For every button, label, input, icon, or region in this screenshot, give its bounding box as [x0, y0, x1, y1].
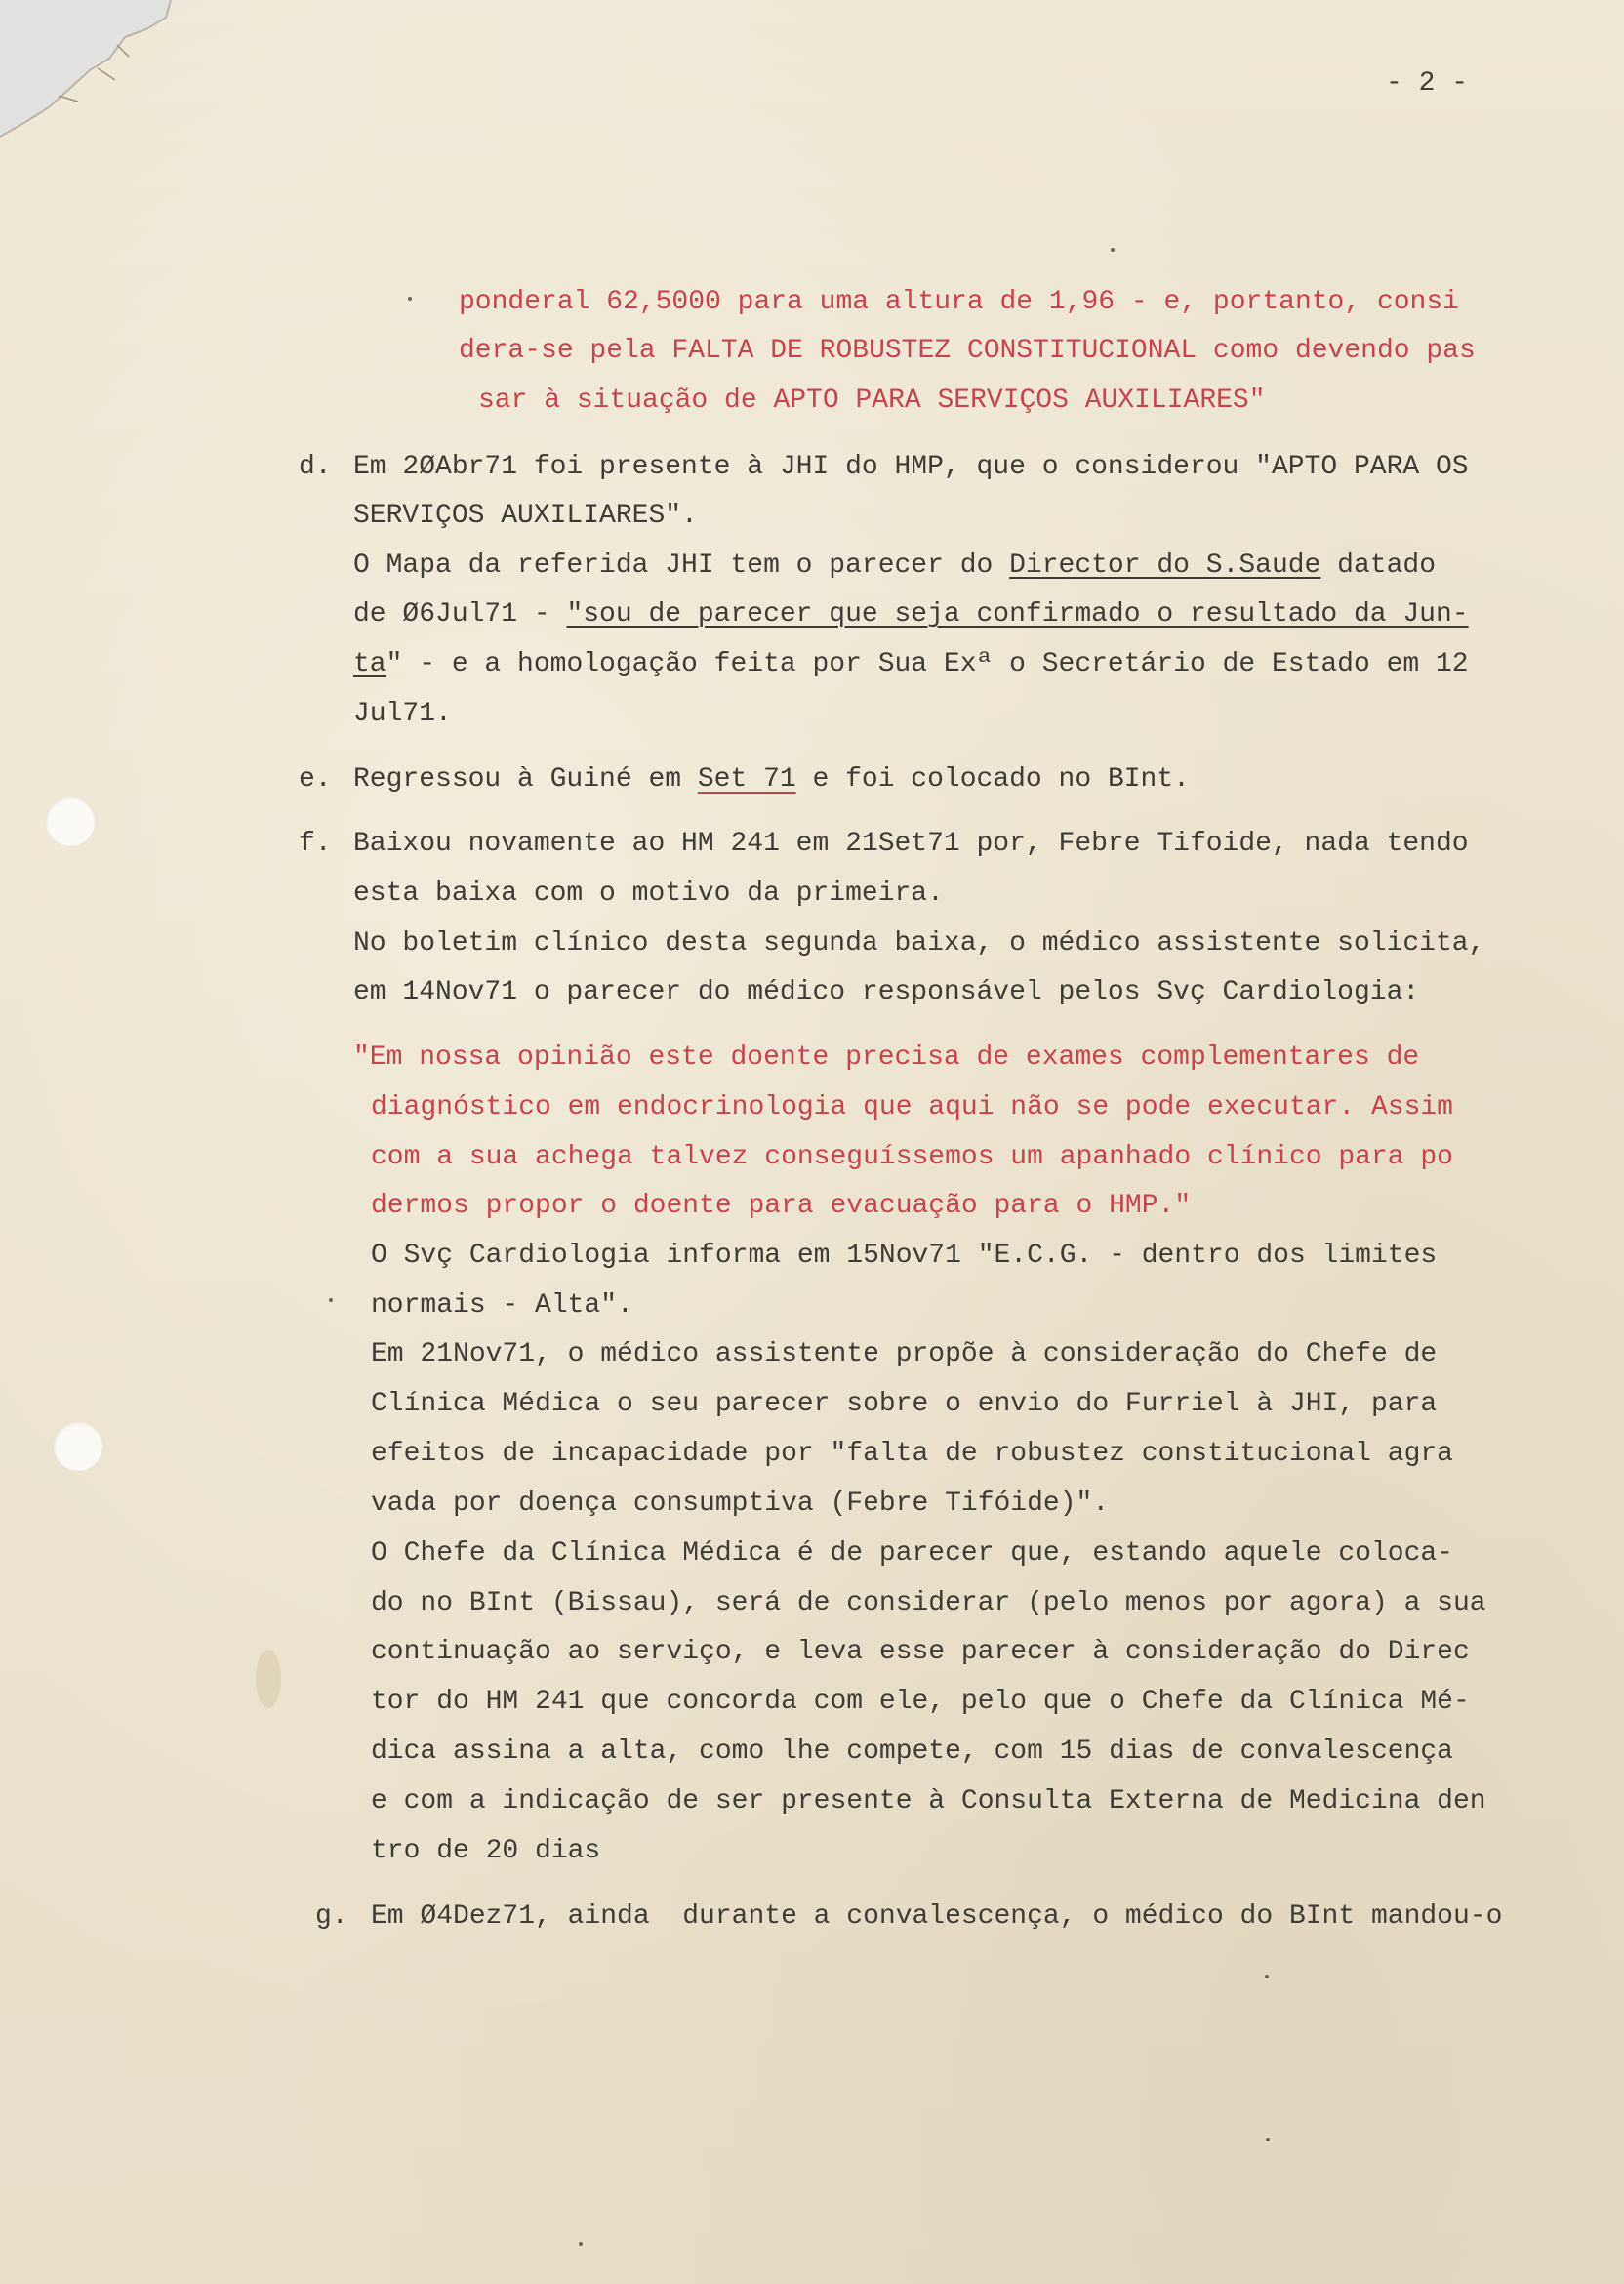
text-line: dera-se pela FALTA DE ROBUSTEZ CONSTITUCIONAL como devendo pas: [459, 336, 1476, 366]
stray-mark: [1266, 2138, 1270, 2141]
item-marker-e: e.: [299, 764, 332, 795]
underlined-text: Director do S.Saude: [1009, 551, 1321, 581]
text-line: O Chefe da Clínica Médica é de parecer que, estando aquele coloca-: [371, 1538, 1453, 1569]
text-line: esta baixa com o motivo da primeira.: [353, 878, 944, 909]
text-line: em 14Nov71 o parecer do médico responsável pelos Svç Cardiologia:: [353, 977, 1420, 1007]
stray-mark: [579, 2242, 583, 2246]
punch-hole-bottom: [54, 1422, 102, 1471]
page-number: - 2 -: [1386, 68, 1469, 99]
quote-line: com a sua achega talvez conseguíssemos um apanhado clínico para po: [371, 1142, 1453, 1172]
text-line: tor do HM 241 que concorda com ele, pelo que o Chefe da Clínica Mé-: [371, 1687, 1470, 1717]
item-marker-g: g.: [315, 1901, 348, 1932]
text-line: normais - Alta".: [371, 1290, 633, 1321]
text-line: dica assina a alta, como lhe compete, com 15 dias de convalescença: [371, 1736, 1453, 1767]
item-marker-d: d.: [299, 452, 332, 482]
quote-line: "Em nossa opinião este doente precisa de exames complementares de: [353, 1042, 1420, 1073]
stray-mark: [408, 297, 412, 301]
text-line: Baixou novamente ao HM 241 em 21Set71 por, Febre Tifoide, nada tendo: [353, 829, 1469, 859]
text-line: Em Ø4Dez71, ainda durante a convalescença, o médico do BInt mandou-o: [371, 1901, 1503, 1932]
text-line: ta" - e a homologação feita por Sua Exª o Secretário de Estado em 12: [353, 649, 1469, 679]
text-line: sar à situação de APTO PARA SERVIÇOS AUXILIARES": [478, 386, 1266, 416]
torn-corner: [0, 0, 185, 146]
quote-line: dermos propor o doente para evacuação para o HMP.": [371, 1191, 1192, 1221]
text-line: SERVIÇOS AUXILIARES".: [353, 501, 698, 531]
underlined-text: "sou de parecer que seja confirmado o resultado da Jun-: [566, 599, 1469, 630]
text-line: de Ø6Jul71 - "sou de parecer que seja confirmado o resultado da Jun-: [353, 599, 1469, 630]
text-line: efeitos de incapacidade por "falta de robustez constitucional agra: [371, 1439, 1453, 1469]
underlined-text: ta: [353, 649, 386, 679]
stray-mark: [1265, 1975, 1269, 1978]
item-marker-f: f.: [299, 829, 332, 859]
text-line: vada por doença consumptiva (Febre Tifóide)".: [371, 1489, 1110, 1519]
punch-hole-top: [46, 797, 95, 846]
text-line: Jul71.: [353, 699, 452, 729]
text-line: Clínica Médica o seu parecer sobre o envio do Furriel à JHI, para: [371, 1389, 1438, 1419]
underlined-text: Set 71: [697, 764, 796, 795]
quote-line: diagnóstico em endocrinologia que aqui não se pode executar. Assim: [371, 1092, 1453, 1122]
text-line: Regressou à Guiné em Set 71 e foi colocado no BInt.: [353, 764, 1190, 795]
text-line: e com a indicação de ser presente à Consulta Externa de Medicina den: [371, 1786, 1486, 1816]
text-line: Em 21Nov71, o médico assistente propõe à consideração do Chefe de: [371, 1339, 1438, 1369]
text-line: tro de 20 dias: [371, 1836, 601, 1866]
text-line: Em 2ØAbr71 foi presente à JHI do HMP, que o considerou "APTO PARA OS: [353, 452, 1469, 482]
text-line: O Mapa da referida JHI tem o parecer do Director do S.Saude datado: [353, 551, 1436, 581]
paper-stain: [256, 1650, 281, 1708]
text-line: No boletim clínico desta segunda baixa, o médico assistente solicita,: [353, 928, 1485, 958]
stray-mark: [1111, 248, 1115, 252]
stray-mark: [329, 1298, 333, 1302]
text-line: O Svç Cardiologia informa em 15Nov71 "E.C.G. - dentro dos limites: [371, 1241, 1438, 1271]
text-line: ponderal 62,5000 para uma altura de 1,96 - e, portanto, consi: [459, 287, 1459, 317]
text-line: do no BInt (Bissau), será de considerar (pelo menos por agora) a sua: [371, 1588, 1486, 1618]
text-line: continuação ao serviço, e leva esse parecer à consideração do Direc: [371, 1637, 1470, 1667]
